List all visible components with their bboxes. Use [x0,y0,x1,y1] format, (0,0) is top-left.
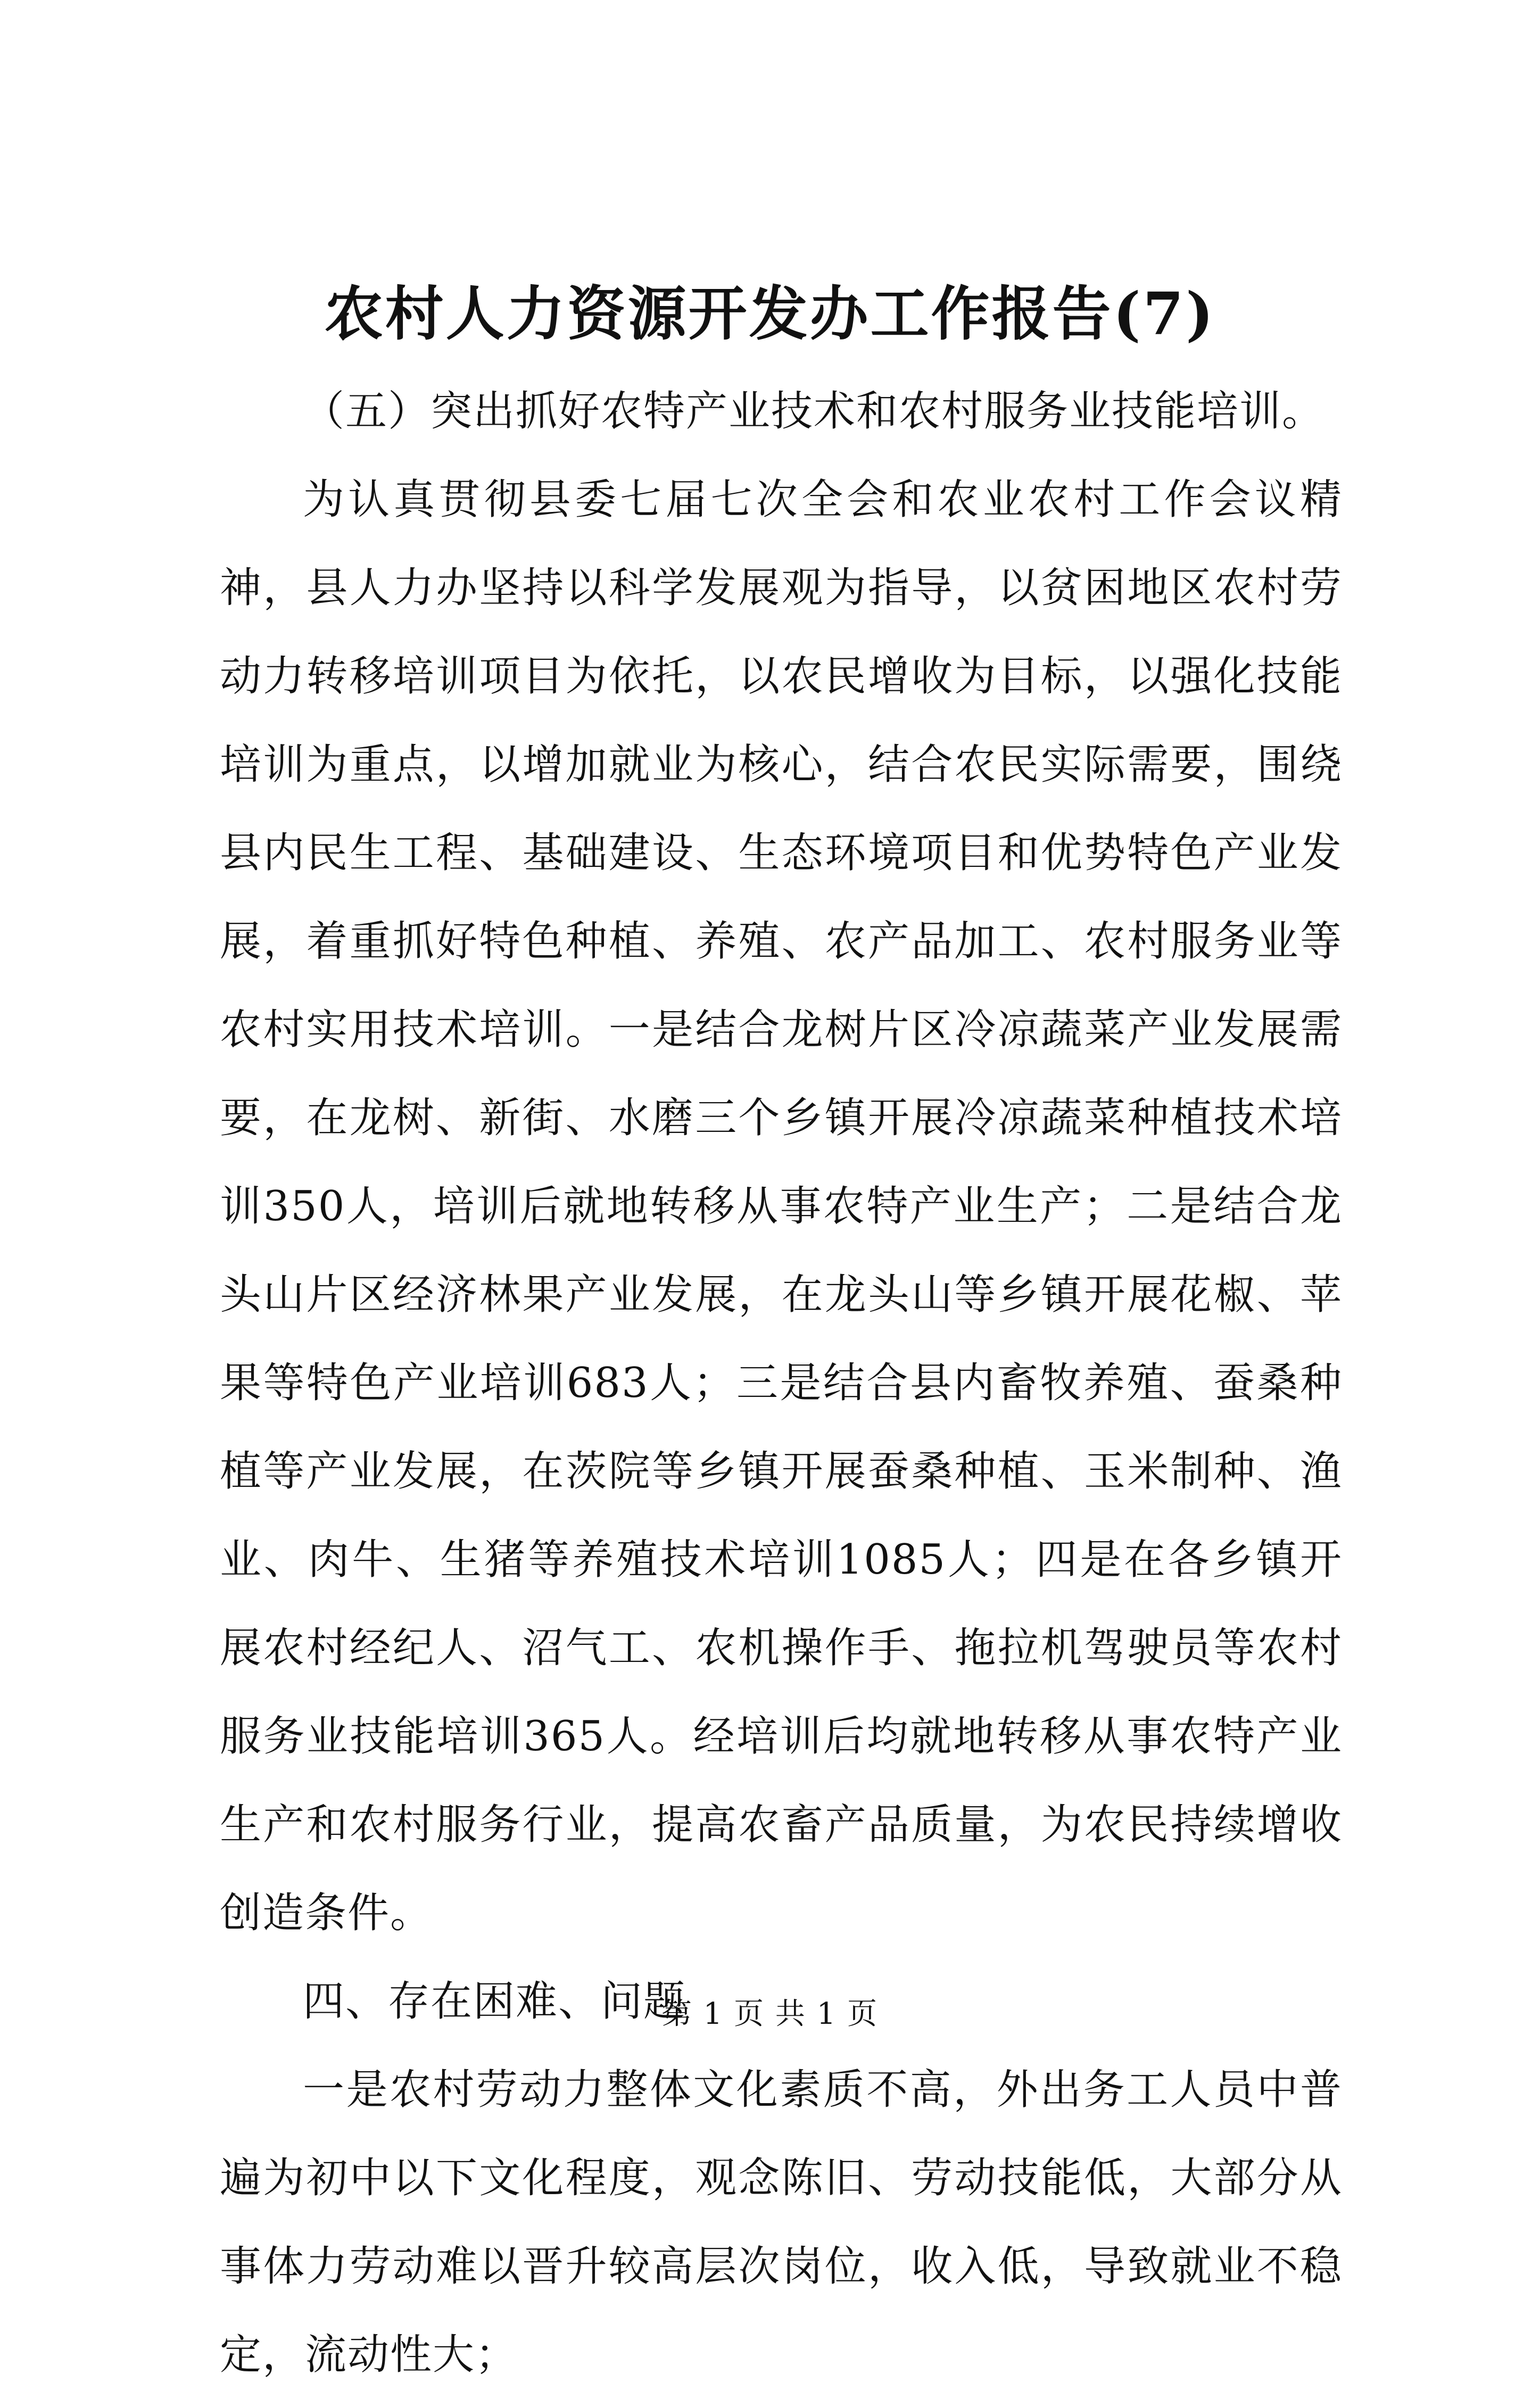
section-heading-training: （五）突出抓好农特产业技术和农村服务业技能培训。 [303,387,1325,435]
paragraph-training-details: 为认真贯彻县委七届七次全会和农业农村工作会议精神，县人力办坚持以科学发展观为指导，以贫困地区农村劳动力转移培训项目为依托，以农民增收为目标，以强化技能培训为重点，以增加就业为核心，结合农民实际需要，围绕县内民生工程、基础建设、生态环境项目和优势特色产业发展，着重抓好特色种植、养殖、农产品加工、农村服务业等农村实用技术培训。一是结合龙树片区冷凉蔬菜产业发展需要，在龙树、新街、水磨三个乡镇开展冷凉蔬菜种植技术培训350人，培训后就地转移从事农特产业生产；二是结合龙头山片区经济林果产业发展，在龙头山等乡镇开展花椒、苹果等特色产业培训683人；三是结合县内畜牧养殖、蚕桑种植等产业发展，在茨院等乡镇开展蚕桑种植、玉米制种、渔业、肉牛、生猪等养殖技术培训1085人；四是在各乡镇开展农村经纪人、沼气工、农机操作手、拖拉机驾驶员等农村服务业技能培训365人。经培训后均就地转移从事农特产业生产和农村服务行业，提高农畜产品质量，为农民持续增收创造条件。 [220,476,1343,1937]
document-title: 农村人力资源开发办工作报告(7) [324,279,1216,348]
paragraph-difficulties: 一是农村劳动力整体文化素质不高，外出务工人员中普遍为初中以下文化程度，观念陈旧、劳动技能低，大部分从事体力劳动难以晋升较高层次岗位，收入低，导致就业不稳定，流动性大； [220,2066,1343,2379]
document-body [220,367,1343,2399]
page-number-footer: 第 1 页 共 1 页 [661,1997,879,2031]
section-heading-difficulties: 四、存在困难、问题 [303,1978,686,2025]
